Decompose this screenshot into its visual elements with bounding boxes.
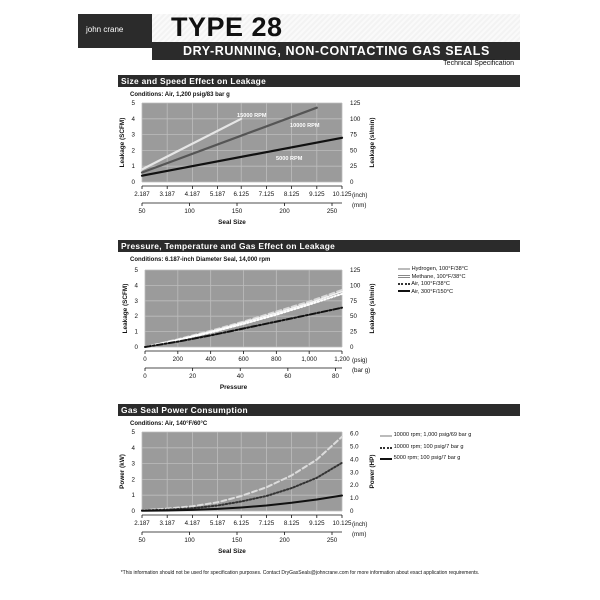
chart3-y2-tick-label: 3.0: [350, 469, 359, 477]
chart1-y-axis-title: Leakage (SCFM): [119, 117, 126, 168]
chart3-y-tick-label: 0: [131, 508, 135, 515]
chart3-x2-tick-label: 250: [326, 537, 338, 544]
chart1-y2-tick-label: 50: [350, 147, 357, 155]
chart1-x-tick-label: 3.187: [159, 191, 175, 198]
chart3-y2-tick-label: 6.0: [350, 430, 359, 438]
chart2-x2-tick-label: 60: [284, 373, 292, 380]
legend-item-methane: Methane, 100°F/38°C: [398, 274, 468, 282]
chart1-y-tick-label: 5: [131, 100, 135, 107]
chart2-x-tick-label: 0: [143, 356, 147, 363]
chart1-y2-tick-label: 125: [350, 100, 361, 107]
legend-chart-2: [398, 266, 468, 296]
chart1-y-tick-label: 0: [131, 179, 135, 186]
chart1-x-axis-title: Seal Size: [218, 219, 246, 226]
page-subtitle: DRY-RUNNING, NON-CONTACTING GAS SEALS: [183, 44, 490, 58]
legend-item-hydrogen: Hydrogen, 100°F/38°C: [398, 266, 468, 274]
chart1-y-tick-label: 3: [131, 131, 135, 139]
chart1-x-tick-label: 7.125: [258, 191, 275, 198]
chart2-x2-tick-label: 20: [189, 373, 197, 380]
section-2-title: Pressure, Temperature and Gas Effect on Leakage: [121, 241, 336, 251]
chart2-x2-tick-label: 0: [143, 373, 147, 380]
chart3-x-tick-label: 4.187: [184, 520, 201, 527]
legend-chart-3: [380, 432, 480, 463]
chart3-x-tick-label: 3.187: [159, 520, 175, 527]
section-1-conditions: Conditions: Air, 1,200 psig/83 bar g: [130, 92, 230, 98]
chart2-y-tick-label: 2: [134, 313, 138, 321]
chart2-y2-axis-title: Leakage (sl/min): [369, 283, 376, 334]
logo-text: john crane: [86, 25, 124, 34]
chart3-y2-tick-label: 5.0: [350, 443, 359, 451]
chart1-y-tick-label: 4: [131, 115, 135, 123]
chart1-x-tick-label: 10.125: [332, 191, 352, 198]
chart2-x-tick-label: 400: [205, 356, 216, 363]
chart2-y-tick-label: 5: [134, 267, 138, 274]
chart1-x2-tick-label: 250: [326, 208, 338, 215]
chart2-y-tick-label: 0: [134, 344, 138, 351]
chart3-x-unit-secondary: (mm): [352, 531, 367, 538]
footnote: *This information should not be used for specification purposes. Contact DryGasSeals@johncrane.com for more information about exact application requirements.: [120, 570, 480, 576]
chart3-y-tick-label: 2: [131, 476, 135, 484]
section-2-conditions: Conditions: 6.187-inch Diameter Seal, 14,000 rpm: [130, 257, 271, 263]
section-3-conditions: Conditions: Air, 140°F/60°C: [130, 421, 208, 427]
chart1-x-tick-label: 5.187: [209, 191, 226, 198]
section-1-title: Size and Speed Effect on Leakage: [121, 76, 267, 86]
chart2-x-tick-label: 200: [172, 356, 183, 363]
chart3-x-unit-primary: (inch): [352, 521, 368, 528]
chart3-x-tick-label: 8.125: [283, 520, 300, 527]
chart1-x-tick-label: 6.125: [233, 191, 249, 198]
chart2-x2-tick-label: 80: [332, 373, 339, 380]
chart2-y2-tick-label: 100: [350, 282, 361, 290]
chart1-x-tick-label: 2.187: [134, 191, 150, 198]
chart3-y2-tick-label: 0: [350, 508, 354, 515]
chart1-y2-tick-label: 25: [350, 163, 357, 171]
chart1-series-label: 15000 RPM: [237, 113, 267, 119]
legend-item-air-300: Air, 300°F/150°C: [398, 289, 468, 297]
chart2-y2-tick-label: 25: [350, 328, 357, 336]
chart3-x2-tick-label: 150: [231, 537, 243, 544]
chart3-x-tick-label: 7.125: [258, 520, 275, 527]
chart2-y2-tick-label: 125: [350, 267, 361, 274]
chart3-y2-tick-label: 4.0: [350, 456, 359, 464]
chart1-x-tick-label: 9.125: [309, 191, 325, 198]
chart1-x2-tick-label: 200: [279, 208, 290, 215]
chart2-y2-tick-label: 50: [350, 313, 357, 321]
legend-item-10000-100: 10000 rpm; 100 psig/7 bar g: [380, 444, 480, 452]
chart3-y-axis-title: Power (kW): [119, 454, 126, 489]
chart2-y2-tick-label: 0: [350, 344, 354, 351]
chart3-y-tick-label: 4: [131, 444, 135, 452]
chart1-y2-tick-label: 0: [350, 179, 354, 186]
chart2-x-axis-title: Pressure: [219, 384, 248, 391]
legend-item-10000-1000: 10000 rpm; 1,000 psig/69 bar g: [380, 432, 480, 440]
chart2-x-unit-primary: (psig): [352, 357, 368, 364]
chart2-x-tick-label: 1,000: [301, 356, 317, 363]
chart3-y-tick-label: 5: [131, 429, 135, 436]
chart3-x2-tick-label: 100: [184, 537, 195, 544]
legend-item-air-100: Air, 100°F/38°C: [398, 281, 468, 289]
chart2-x-tick-label: 600: [238, 356, 249, 363]
chart1-x-unit-secondary: (mm): [352, 202, 367, 209]
chart3-x-tick-label: 9.125: [309, 520, 325, 527]
legend-item-5000-100: 5000 rpm; 100 psig/7 bar g: [380, 455, 480, 463]
chart3-x-axis-title: Seal Size: [218, 548, 246, 555]
chart3-y2-axis-title: Power (HP): [369, 454, 376, 489]
chart2-x-unit-secondary: (bar g): [352, 367, 371, 374]
chart2-y2-tick-label: 75: [350, 297, 357, 305]
chart1-x2-tick-label: 100: [184, 208, 195, 215]
chart3-x-tick-label: 2.187: [134, 520, 150, 527]
chart3-x-tick-label: 10.125: [332, 520, 352, 527]
chart3-y2-tick-label: 1.0: [350, 495, 359, 503]
chart3-y-tick-label: 3: [131, 460, 135, 468]
chart1-series-label: 5000 RPM: [276, 156, 303, 162]
chart3-x-tick-label: 6.125: [233, 520, 249, 527]
chart1-y-tick-label: 1: [131, 163, 135, 171]
chart1-x-tick-label: 8.125: [283, 191, 300, 198]
chart1-y2-tick-label: 75: [350, 131, 357, 139]
chart1-series-label: 10000 RPM: [290, 123, 320, 129]
chart2-x2-tick-label: 40: [236, 373, 244, 380]
chart1-x2-tick-label: 150: [231, 208, 243, 215]
tech-spec-label: Technical Specification: [443, 60, 514, 67]
chart1-x-tick-label: 4.187: [184, 191, 201, 198]
chart3-x2-tick-label: 200: [279, 537, 290, 544]
chart1-y2-tick-label: 100: [350, 115, 361, 123]
chart1-x2-tick-label: 50: [138, 208, 146, 215]
chart2-y-tick-label: 4: [134, 282, 138, 290]
chart2-x-tick-label: 1,200: [334, 356, 350, 363]
chart2-y-tick-label: 3: [134, 297, 138, 305]
chart3-x2-tick-label: 50: [138, 537, 146, 544]
chart2-y-axis-title: Leakage (SCFM): [122, 283, 129, 334]
chart3-y2-tick-label: 2.0: [350, 482, 359, 490]
chart2-y-tick-label: 1: [134, 328, 138, 336]
chart2-x-tick-label: 800: [271, 356, 282, 363]
chart1-y-tick-label: 2: [131, 147, 135, 155]
chart1-x-unit-primary: (inch): [352, 192, 368, 199]
chart3-x-tick-label: 5.187: [209, 520, 226, 527]
page-title: TYPE 28: [171, 12, 283, 42]
chart1-y2-axis-title: Leakage (sl/min): [369, 117, 376, 168]
section-3-title: Gas Seal Power Consumption: [121, 405, 248, 415]
chart3-y-tick-label: 1: [131, 492, 135, 500]
